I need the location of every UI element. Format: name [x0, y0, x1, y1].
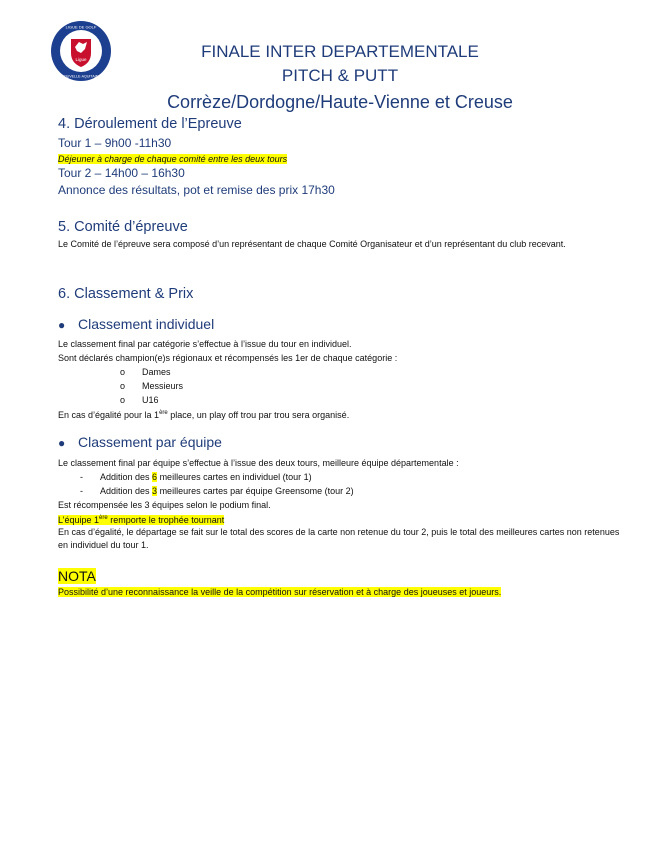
section5-title: 5. Comité d’épreuve — [58, 219, 188, 235]
equipe-p2: Est récompensée les 3 équipes selon le podium final. — [58, 500, 271, 510]
bullet-icon: ● — [58, 436, 66, 450]
equipe-item1-post: meilleures cartes en individuel (tour 1) — [157, 472, 312, 482]
equipe-heading-row — [58, 434, 622, 450]
indiv-item-dames: Dames — [142, 367, 171, 377]
equipe-item1-num: 6 — [152, 472, 158, 482]
indiv-list-item — [120, 366, 622, 379]
equipe-trophee-pre: L’équipe 1 — [58, 515, 100, 525]
section4-tour2: Tour 2 – 14h00 – 16h30 — [58, 166, 185, 180]
logo-bottom-text: NOUVELLE-AQUITAINE — [61, 74, 101, 79]
indiv-egalite-pre: En cas d’égalité pour la 1 — [58, 410, 160, 420]
list-dash: - — [80, 472, 83, 482]
logo-center-text: Ligue — [75, 57, 87, 62]
indiv-egalite — [58, 407, 622, 422]
indiv-p2: Sont déclarés champion(e)s régionaux et récompensés les 1er de chaque catégorie : — [58, 353, 398, 363]
equipe-item2-pre: Addition des — [100, 486, 153, 496]
bullet-icon: ● — [58, 318, 66, 332]
equipe-trophee-sup: ère — [99, 515, 108, 521]
nota-title: NOTA — [58, 568, 96, 584]
header-title-line2: PITCH & PUTT — [281, 66, 399, 85]
indiv-item-u16: U16 — [142, 395, 159, 405]
equipe-trophee-post: remporte le trophée tournant — [107, 515, 225, 525]
nota-text: Possibilité d’une reconnaissance la veille de la compétition sur réservation et à charge des joueuses et joueurs. — [58, 587, 502, 597]
equipe-item1 — [80, 471, 622, 484]
equipe-heading: Classement par équipe — [78, 434, 222, 450]
equipe-item2 — [80, 485, 622, 498]
indiv-list-item — [120, 394, 622, 407]
equipe-p3: En cas d’égalité, le départage se fait sur le total des scores de la carte non retenue du tour 2, puis le total des meilleures cartes non retenues en individuel du tour 1. — [58, 527, 620, 550]
indiv-heading: Classement individuel — [78, 316, 215, 332]
list-marker: o — [120, 395, 126, 405]
section4-lunch-row — [58, 153, 622, 166]
list-marker: o — [120, 381, 126, 391]
indiv-egalite-post: place, un play off trou par trou sera organisé. — [167, 410, 350, 420]
header-title-line3: Corrèze/Dordogne/Haute-Vienne et Creuse — [167, 92, 513, 112]
section4-tour1: Tour 1 – 9h00 -11h30 — [58, 136, 172, 150]
list-marker: o — [120, 367, 126, 377]
nota-title-row — [58, 568, 622, 584]
section4-annonce: Annonce des résultats, pot et remise des prix 17h30 — [58, 183, 335, 197]
indiv-p1: Le classement final par catégorie s’effectue à l’issue du tour en individuel. — [58, 339, 352, 349]
list-dash: - — [80, 486, 83, 496]
section4-title: 4. Déroulement de l’Epreuve — [58, 116, 242, 132]
indiv-heading-row — [58, 316, 622, 332]
equipe-item2-post: meilleures cartes par équipe Greensome (tour 2) — [157, 486, 354, 496]
header-title-line1: FINALE INTER DEPARTEMENTALE — [201, 42, 479, 61]
indiv-item-messieurs: Messieurs — [142, 381, 184, 391]
equipe-p1: Le classement final par équipe s’effectue à l’issue des deux tours, meilleure équipe départementale : — [58, 458, 459, 468]
indiv-egalite-sup: ère — [159, 410, 168, 416]
equipe-item1-pre: Addition des — [100, 472, 153, 482]
ligue-golf-logo — [50, 20, 112, 82]
section5-text: Le Comité de l’épreuve sera composé d’un représentant de chaque Comité Organisateur et d’un représentant du club recevant. — [58, 239, 566, 249]
equipe-trophee-row — [58, 512, 622, 527]
section6-title: 6. Classement & Prix — [58, 286, 194, 302]
equipe-trophee — [58, 515, 224, 525]
nota-text-row — [58, 586, 622, 599]
section4-lunch: Déjeuner à charge de chaque comité entre les deux tours — [58, 154, 288, 164]
logo-top-text: LIGUE DE GOLF — [65, 24, 97, 30]
indiv-list-item — [120, 380, 622, 393]
equipe-item2-num: 3 — [152, 486, 158, 496]
